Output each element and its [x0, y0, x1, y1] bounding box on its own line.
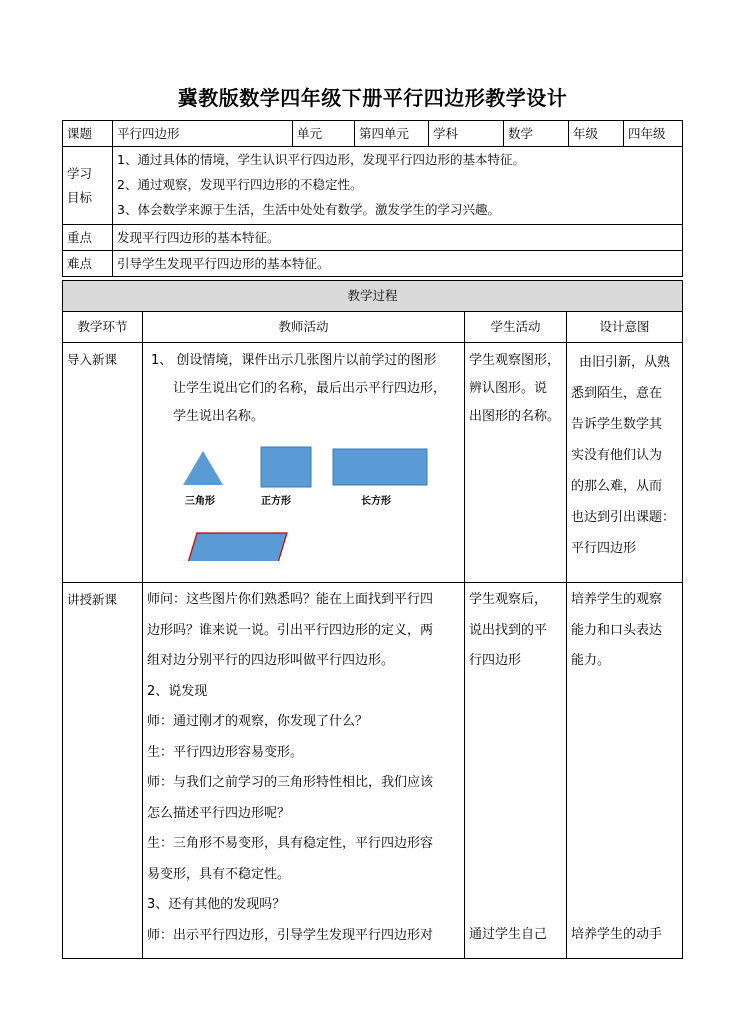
- student-teach: [465, 583, 567, 959]
- teacher-teach: [143, 583, 465, 959]
- topic-value: 平行四边形: [113, 121, 293, 147]
- goal-item: 2、通过观察，发现平行四边形的不稳定性。: [117, 177, 363, 192]
- square-shape: [261, 447, 311, 487]
- rectangle-label: 长方形: [361, 496, 391, 507]
- intent-line: 平行四边形: [571, 541, 637, 556]
- topic-label: 课题: [63, 121, 113, 147]
- header-stage: 教学环节: [63, 312, 143, 343]
- goals-label-line1: 学习: [67, 165, 93, 181]
- student-line: 行四边形: [469, 653, 522, 668]
- goal-item: 1、通过具体的情境，学生认识平行四边形，发现平行四边形的基本特征。: [117, 152, 525, 167]
- intent-line: 培养学生的动手: [571, 927, 663, 942]
- triangle-label: 三角形: [185, 496, 215, 507]
- intent-line: 实没有他们认为: [571, 448, 663, 463]
- intent-line: 悉到陌生，意在: [571, 386, 663, 401]
- info-table: [62, 120, 683, 277]
- goals-label-line2: 目标: [67, 189, 93, 205]
- teacher-line: 1、 创设情境，课件出示几张图片以前学过的图形: [151, 353, 437, 368]
- student-line: 辨认图形。说: [469, 381, 548, 396]
- teacher-line: 2、说发现: [147, 683, 208, 699]
- unit-label: 单元: [293, 121, 355, 147]
- goals-label: [63, 147, 113, 225]
- teacher-line: 让学生说出它们的名称，最后出示平行四边形，: [173, 381, 447, 396]
- intent-line: 也达到引出课题：: [571, 510, 676, 525]
- teacher-line: 易变形，具有不稳定性。: [147, 866, 291, 882]
- teacher-line: 师：通过刚才的观察，你发现了什么？: [147, 714, 369, 729]
- subject-label: 学科: [429, 121, 504, 147]
- difficulty-value: 引导学生发现平行四边形的基本特征。: [113, 251, 683, 277]
- teacher-line: 生：三角形不易变形，具有稳定性，平行四边形容: [147, 836, 434, 851]
- student-line: 说出找到的平: [469, 622, 548, 638]
- key-point-value: 发现平行四边形的基本特征。: [113, 225, 683, 251]
- goals-content: [113, 147, 683, 225]
- teacher-line: 师：与我们之前学习的三角形特性相比，我们应该: [147, 775, 434, 790]
- triangle-shape: [183, 451, 223, 485]
- intent-intro: [567, 343, 683, 583]
- intent-line: 告诉学生数学其: [571, 417, 663, 432]
- key-point-label: 重点: [63, 225, 113, 251]
- teacher-line: 3、还有其他的发现吗？: [147, 897, 286, 912]
- goal-item: 3、体会数学来源于生活，生活中处处有数学。激发学生的学习兴趣。: [117, 202, 500, 217]
- header-teacher: 教师活动: [143, 312, 465, 343]
- student-intro: [465, 343, 567, 583]
- teacher-line: 生：平行四边形容易变形。: [147, 744, 304, 760]
- intent-line: 由旧引新，从熟: [579, 355, 671, 370]
- subject-value: 数学: [504, 121, 569, 147]
- process-title: 教学过程: [63, 281, 683, 312]
- grade-label: 年级: [569, 121, 624, 147]
- intent-line: 能力和口头表达: [571, 622, 663, 638]
- stage-teach: 讲授新课: [63, 583, 143, 959]
- header-intent: 设计意图: [567, 312, 683, 343]
- teacher-line: 师：出示平行四边形，引导学生发现平行四边形对: [147, 927, 434, 943]
- intent-line: 的那么难，从而: [571, 479, 663, 494]
- difficulty-label: 难点: [63, 251, 113, 277]
- page-title: 冀教版数学四年级下册平行四边形教学设计: [177, 86, 568, 110]
- student-line: 通过学生自己: [469, 927, 548, 942]
- intent-line: 能力。: [571, 653, 611, 668]
- teacher-line: 学生说出名称。: [173, 409, 265, 424]
- teacher-intro: [143, 343, 465, 583]
- student-line: 出图形的名称。: [469, 409, 561, 424]
- teacher-line: 边形吗？谁来说一说。引出平行四边形的定义，两: [147, 622, 434, 638]
- header-student: 学生活动: [465, 312, 567, 343]
- square-label: 正方形: [261, 496, 291, 507]
- student-line: 学生观察图形，: [469, 353, 561, 368]
- intent-teach: [567, 583, 683, 959]
- process-table: [62, 280, 683, 959]
- student-line: 学生观察后，: [469, 592, 548, 607]
- stage-intro: 导入新课: [63, 343, 143, 583]
- unit-value: 第四单元: [355, 121, 429, 147]
- parallelogram-shape: [187, 533, 287, 561]
- teacher-line: 师问：这些图片你们熟悉吗？能在上面找到平行四: [147, 592, 434, 607]
- grade-value: 四年级: [624, 121, 683, 147]
- teacher-line: 怎么描述平行四边形呢？: [147, 805, 291, 821]
- teacher-line: 组对边分别平行的四边形叫做平行四边形。: [147, 653, 395, 668]
- rectangle-shape: [333, 449, 427, 485]
- intent-line: 培养学生的观察: [571, 592, 663, 607]
- shapes-figure: [147, 431, 460, 561]
